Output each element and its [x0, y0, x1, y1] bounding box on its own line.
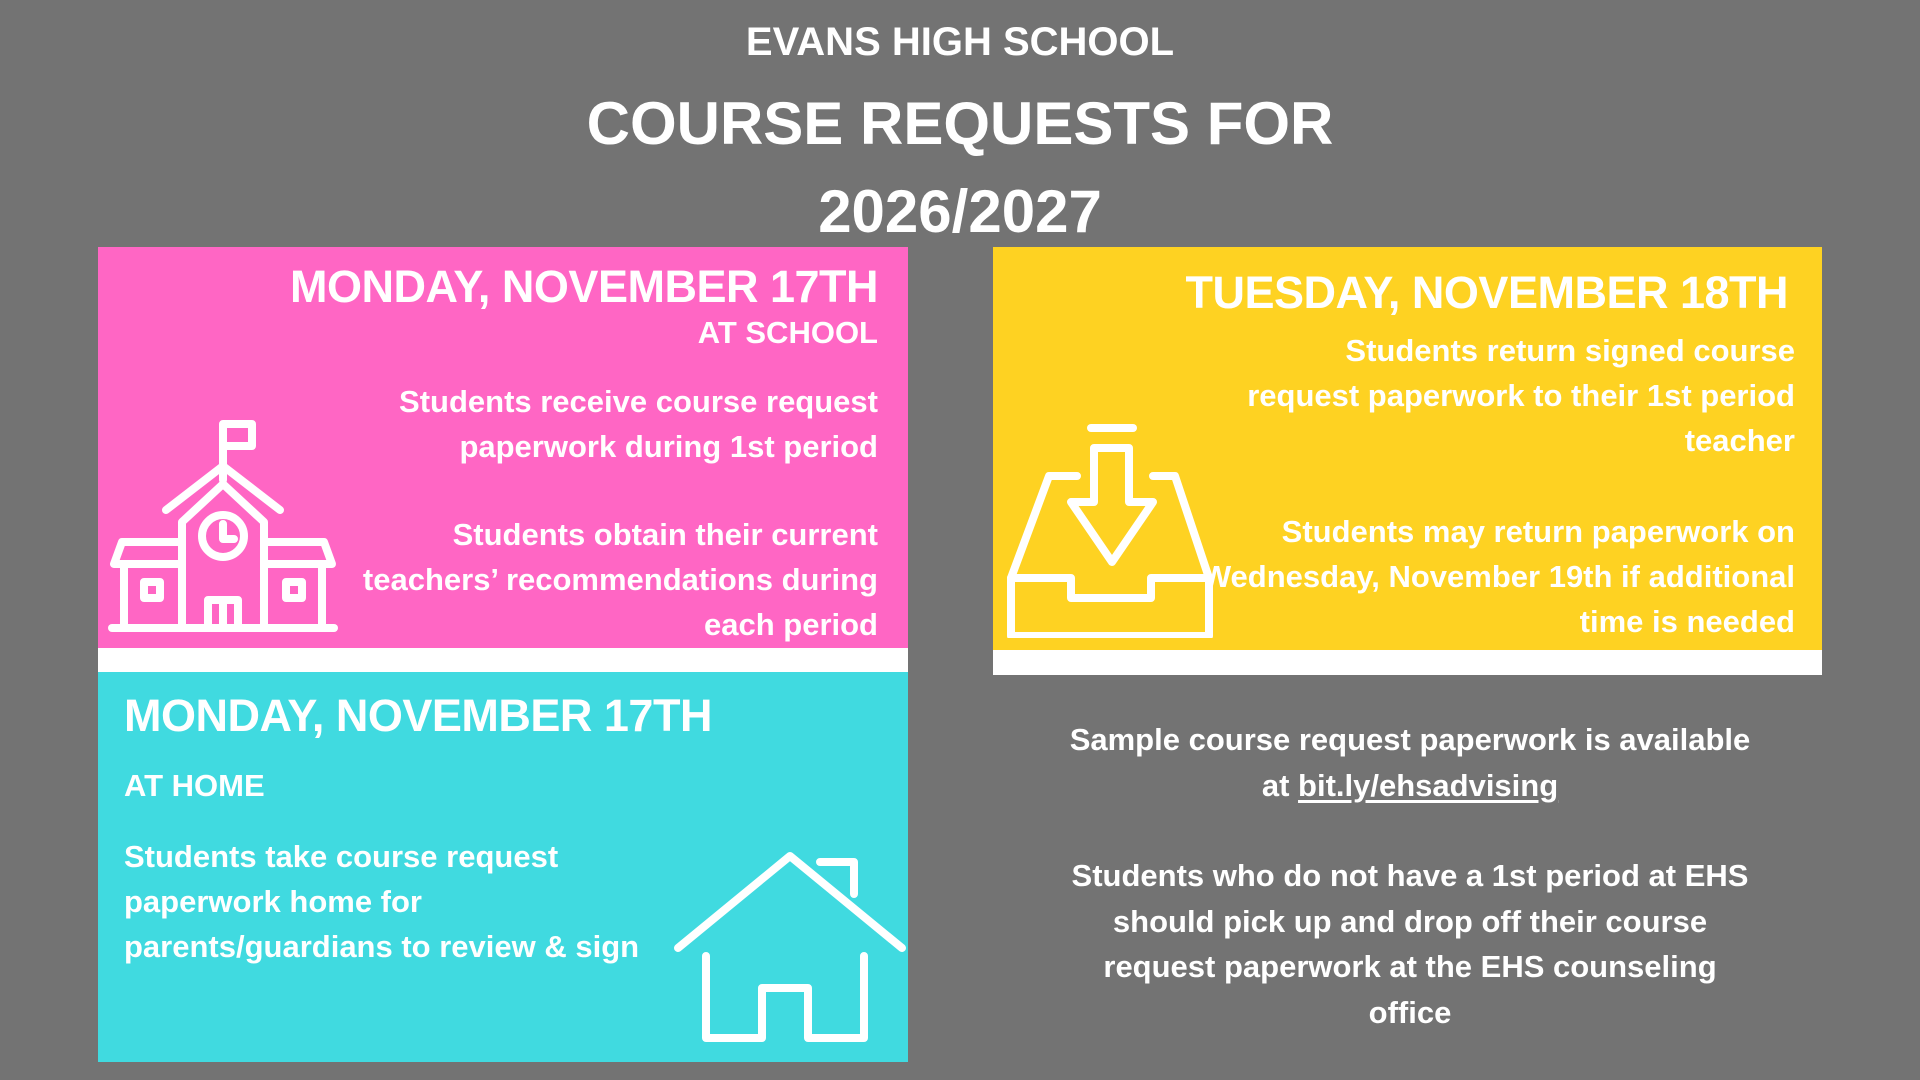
sample-note-text: Sample course request paperwork is available at: [1069, 722, 1751, 803]
house-icon: [674, 850, 906, 1044]
panel-item: Students return signed course request paperwork to their 1st period teacher: [1247, 333, 1795, 458]
panel-item: Students obtain their current teachers’ recommendations during each period: [362, 517, 878, 642]
school-building-icon: [106, 418, 340, 632]
panel-location: AT HOME: [124, 768, 265, 803]
panel-monday-at-school: [98, 247, 908, 648]
title-line-2: 2026/2027: [818, 178, 1102, 245]
inbox-download-icon: [1005, 422, 1215, 638]
title-line-1: COURSE REQUESTS FOR: [586, 90, 1334, 157]
sample-paperwork-note: [1060, 717, 1760, 808]
divider-stripe: [98, 648, 908, 672]
panel-location: AT SCHOOL: [697, 315, 878, 350]
panel-tuesday-return: [993, 247, 1822, 650]
panel-date: TUESDAY, NOVEMBER 18TH: [1185, 267, 1788, 318]
panel-item: Students receive course request paperwork during 1st period: [399, 384, 878, 464]
page-title: [0, 80, 1920, 256]
panel-item: Students take course request paperwork home for parents/guardians to review & sign: [124, 839, 640, 964]
panel-date: MONDAY, NOVEMBER 17TH: [290, 261, 878, 312]
divider-stripe: [993, 650, 1822, 675]
panel-monday-at-home: [98, 672, 908, 1062]
panel-item: Students may return paperwork on Wednesday, November 19th if additional time is needed: [1201, 514, 1795, 639]
no-first-period-note: Students who do not have a 1st period at EHS should pick up and drop off their course request paperwork at the EHS counseling office: [1071, 858, 1749, 1030]
advising-link[interactable]: bit.ly/ehsadvising: [1298, 767, 1559, 803]
panel-date: MONDAY, NOVEMBER 17TH: [124, 690, 712, 741]
school-name: EVANS HIGH SCHOOL: [745, 20, 1175, 64]
